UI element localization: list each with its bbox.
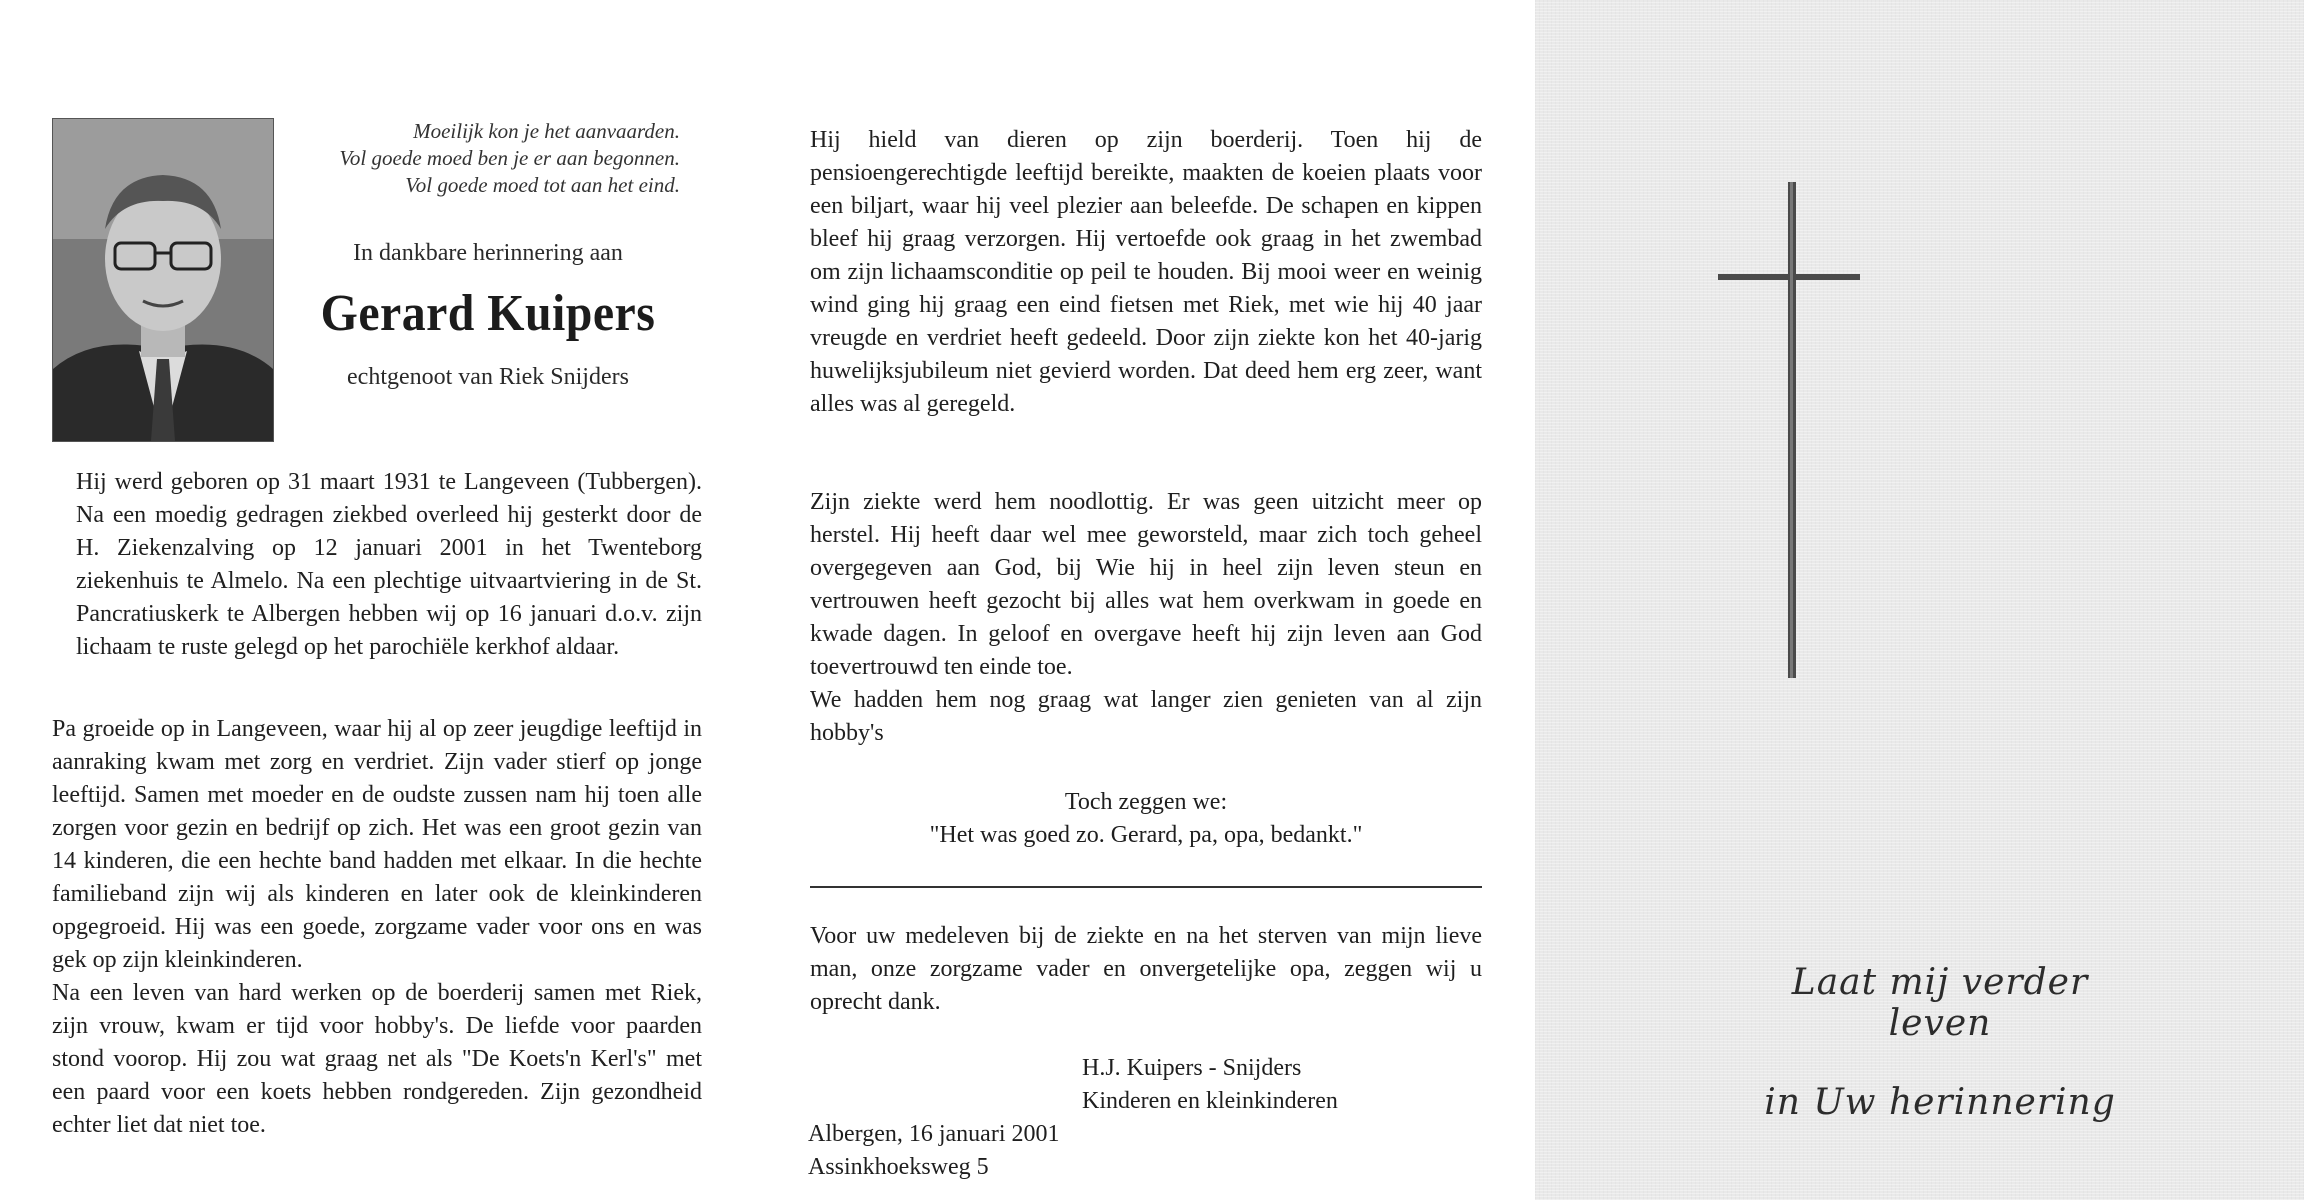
closing-quote <box>810 786 1482 852</box>
poem-line: Vol goede moed tot aan het eind. <box>405 173 680 197</box>
cross-icon <box>1718 182 1868 682</box>
biography-paragraph-2 <box>52 713 702 1142</box>
verse-line-1: Laat mij verder leven <box>1791 962 2089 1044</box>
biography-paragraph-3 <box>810 124 1482 421</box>
thanks-text: Voor uw medeleven bij de ziekte en na het sterven van mijn lieve man, onze zorgzame vader en onvergetelijke opa, zeggen wij u oprecht dank. <box>810 923 1482 1015</box>
signature-family: Kinderen en kleinkinderen <box>1082 1088 1338 1114</box>
poem-line: Vol goede moed ben je er aan begonnen. <box>339 146 680 170</box>
intro-text: In dankbare herinnering aan <box>353 240 623 266</box>
signature-block <box>1082 1052 1338 1118</box>
divider-line <box>810 886 1482 888</box>
place-and-address <box>808 1118 1060 1184</box>
quote-intro: Toch zeggen we: <box>1064 789 1228 815</box>
spouse-line: echtgenoot van Riek Snijders <box>347 364 629 390</box>
paragraph-text: We hadden hem nog graag wat langer zien genieten van al zijn hobby's <box>810 687 1482 746</box>
paragraph-text: Hij hield van dieren op zijn boerderij. Toen hij de pensioengerechtigde leeftijd bereikte, maakten de koeien plaats voor een biljart, waar hij veel plezier aan beleefde. De schapen en kippen bleef hij graag verzorgen. Hij vertoefde ook graag in het zwembad om zijn lichaamsconditie op peil te houden. Bij mooi weer en weinig wind ging hij graag een eind fietsen met Riek, met wie hij 40 jaar vreugde en verdriet heeft gedeeld. Door zijn ziekte kon het 40-jarig huwelijksjubileum niet gevierd worden. Dat deed hem erg zeer, want alles was al geregeld. <box>810 127 1482 417</box>
portrait-illustration <box>53 119 273 441</box>
deceased-name: Gerard Kuipers <box>320 285 656 342</box>
biography-paragraph-1 <box>76 466 702 664</box>
opening-poem <box>282 118 680 199</box>
signature-name: H.J. Kuipers - Snijders <box>1082 1055 1302 1081</box>
address: Assinkhoeksweg 5 <box>808 1154 989 1180</box>
paragraph-text: Na een leven van hard werken op de boerderij samen met Riek, zijn vrouw, kwam er tijd voor hobby's. De liefde voor paarden stond voorop. Hij zou wat graag net als "De Koets'n Kerl's" met een paard voor een koets hebben rondgereden. Zijn gezondheid echter liet dat niet toe. <box>52 980 702 1138</box>
paragraph-text: Hij werd geboren op 31 maart 1931 te Langeveen (Tubbergen). Na een moedig gedragen ziekbed overleed hij gesterkt door de H. Ziekenzalving op 12 januari 2001 in het Twenteborg ziekenhuis te Almelo. Na een plechtige uitvaartviering in de St. Pancratiuskerk te Albergen hebben wij op 16 januari d.o.v. zijn lichaam te ruste gelegd op het parochiële kerkhof aldaar. <box>76 469 702 660</box>
poem-line: Moeilijk kon je het aanvaarden. <box>413 119 680 143</box>
biography-paragraph-4 <box>810 486 1482 750</box>
verse-line-2: in Uw herinnering <box>1764 1082 2116 1123</box>
quote-text: "Het was goed zo. Gerard, pa, opa, bedankt." <box>929 822 1363 848</box>
place-date: Albergen, 16 januari 2001 <box>808 1121 1060 1147</box>
paragraph-text: Zijn ziekte werd hem noodlottig. Er was geen uitzicht meer op herstel. Hij heeft daar wel mee geworsteld, maar zich toch geheel overgegeven aan God, bij Wie hij in heel zijn leven steun en vertrouwen heeft gezocht bij alles wat hem overkwam in goede en kwade dagen. In geloof en overgave heeft hij zijn leven aan God toevertrouwd ten einde toe. <box>810 489 1482 680</box>
portrait-photo <box>52 118 274 442</box>
paragraph-text: Pa groeide op in Langeveen, waar hij al op zeer jeugdige leeftijd in aanraking kwam met zorg en verdriet. Zijn vader stierf op jonge leeftijd. Samen met moeder en de oudste zussen nam hij toen alle zorgen voor gezin en bedrijf op zich. Het was een groot gezin van 14 kinderen, die een hechte band hadden met elkaar. In die hechte familieband zijn wij als kinderen en later ook de kleinkinderen opgegroeid. Hij was een goede, zorgzame vader voor ons en was gek op zijn kleinkinderen. <box>52 716 702 973</box>
